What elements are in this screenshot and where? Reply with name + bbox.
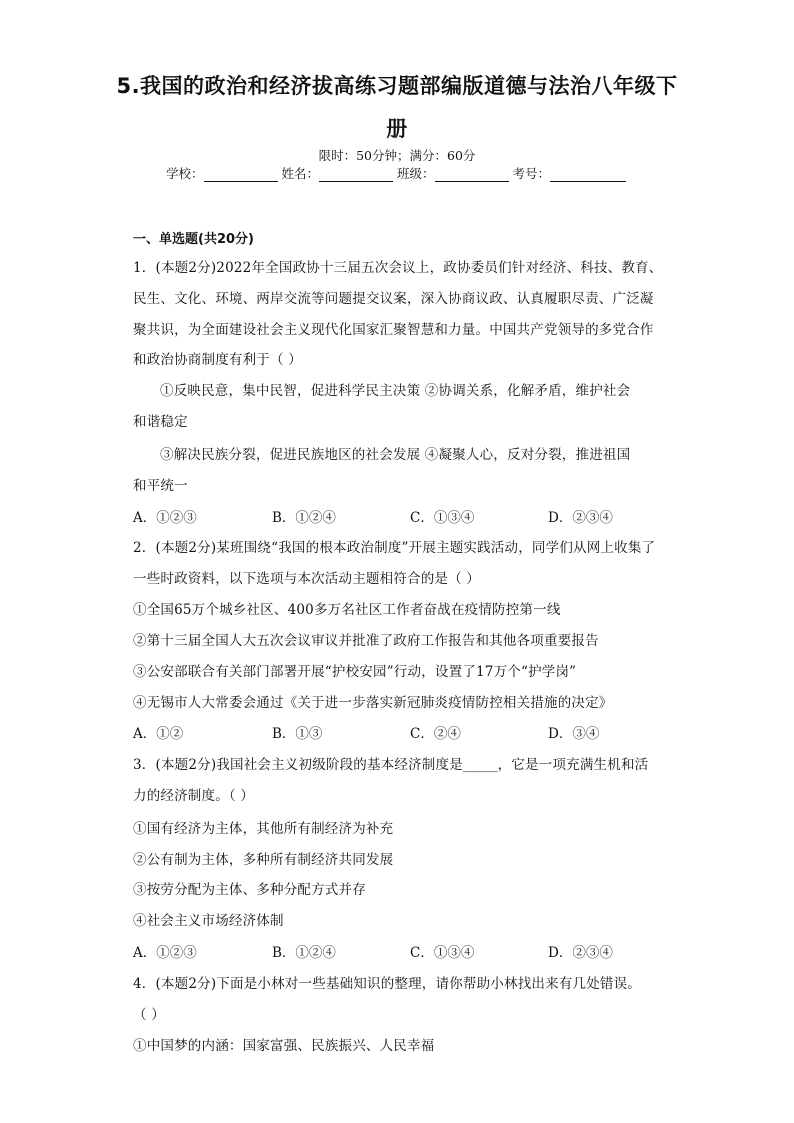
q1-item-line-4: 和平统一 (133, 478, 188, 494)
q1-option-c[interactable]: C．①③④ (410, 510, 475, 526)
q1-line-4: 和政治协商制度有利于（ ） (133, 352, 302, 368)
q2-item-4: ④无锡市人大常委会通过《关于进一步落实新冠肺炎疫情防控相关措施的决定》 (133, 695, 613, 711)
q2-line-2: 一些时政资料，以下选项与本次活动主题相符合的是（ ） (133, 571, 480, 587)
q3-item-4: ④社会主义市场经济体制 (133, 913, 284, 929)
q1-item-line-2: 和谐稳定 (133, 414, 188, 430)
q1-option-d[interactable]: D．②③④ (548, 510, 613, 526)
q2-line-1: 2．(本题2分)某班围绕“我国的根本政治制度”开展主题实践活动，同学们从网上收集了 (133, 540, 656, 556)
class-label: 班级： (397, 166, 435, 181)
q2-option-b[interactable]: B．①③ (272, 726, 323, 742)
q1-line-2: 民生、文化、环境、两岸交流等问题提交议案，深入协商议政、认真履职尽责、广泛凝 (133, 291, 654, 307)
name-label: 姓名： (281, 166, 320, 181)
q2-option-d[interactable]: D．③④ (548, 726, 600, 742)
q3-item-1: ①国有经济为主体，其他所有制经济为补充 (133, 821, 394, 837)
q2-option-c[interactable]: C．②④ (410, 726, 461, 742)
title-line-1: 5.我国的政治和经济拔高练习题部编版道德与法治八年级下 (116, 74, 678, 98)
q3-item-3: ③按劳分配为主体、多种分配方式并存 (133, 882, 366, 898)
q1-line-3: 聚共识，为全面建设社会主义现代化国家汇聚智慧和力量。中国共产党领导的多党合作 (133, 322, 654, 338)
number-blank[interactable] (550, 167, 626, 182)
q4-item-1: ①中国梦的内涵：国家富强、民族振兴、人民幸福 (133, 1038, 435, 1054)
q3-line-1: 3．(本题2分)我国社会主义初级阶段的基本经济制度是_____，它是一项充满生机和活 (133, 757, 649, 773)
number-label: 考号： (512, 166, 551, 181)
section-heading: 一、单选题(共20分) (133, 232, 254, 247)
title-line-2: 册 (386, 117, 408, 141)
q1-line-1: 1．(本题2分)2022年全国政协十三届五次会议上，政协委员们针对经济、科技、教育、 (133, 260, 663, 276)
name-blank[interactable] (319, 167, 393, 182)
q3-line-2: 力的经济制度。（ ） (133, 788, 255, 804)
q1-option-a[interactable]: A．①②③ (133, 510, 197, 526)
class-blank[interactable] (435, 167, 509, 182)
q1-item-line-1: ①反映民意，集中民智，促进科学民主决策 ②协调关系，化解矛盾，维护社会 (160, 383, 631, 399)
time-score-info: 限时：50分钟；满分：60分 (318, 148, 476, 163)
q3-option-d[interactable]: D．②③④ (548, 945, 613, 961)
q3-option-a[interactable]: A．①②③ (133, 945, 197, 961)
q1-item-line-3: ③解决民族分裂，促进民族地区的社会发展 ④凝聚人心，反对分裂，推进祖国 (160, 447, 631, 463)
q3-option-c[interactable]: C．①③④ (410, 945, 475, 961)
student-info-fields (166, 164, 630, 182)
q3-item-2: ②公有制为主体，多种所有制经济共同发展 (133, 852, 394, 868)
q2-option-a[interactable]: A．①② (133, 726, 184, 742)
q4-line-2: （ ） (133, 1007, 165, 1023)
school-blank[interactable] (204, 167, 278, 182)
school-label: 学校： (166, 166, 204, 181)
q3-option-b[interactable]: B．①②④ (272, 945, 336, 961)
q2-item-1: ①全国65万个城乡社区、400多万名社区工作者奋战在疫情防控第一线 (133, 602, 561, 618)
q2-item-3: ③公安部联合有关部门部署开展“护校安园”行动，设置了17万个“护学岗” (133, 664, 577, 680)
q2-item-2: ②第十三届全国人大五次会议审议并批准了政府工作报告和其他各项重要报告 (133, 633, 599, 649)
q1-option-b[interactable]: B．①②④ (272, 510, 336, 526)
q4-line-1: 4．(本题2分)下面是小林对一些基础知识的整理，请你帮助小林找出来有几处错误。 (133, 976, 642, 992)
